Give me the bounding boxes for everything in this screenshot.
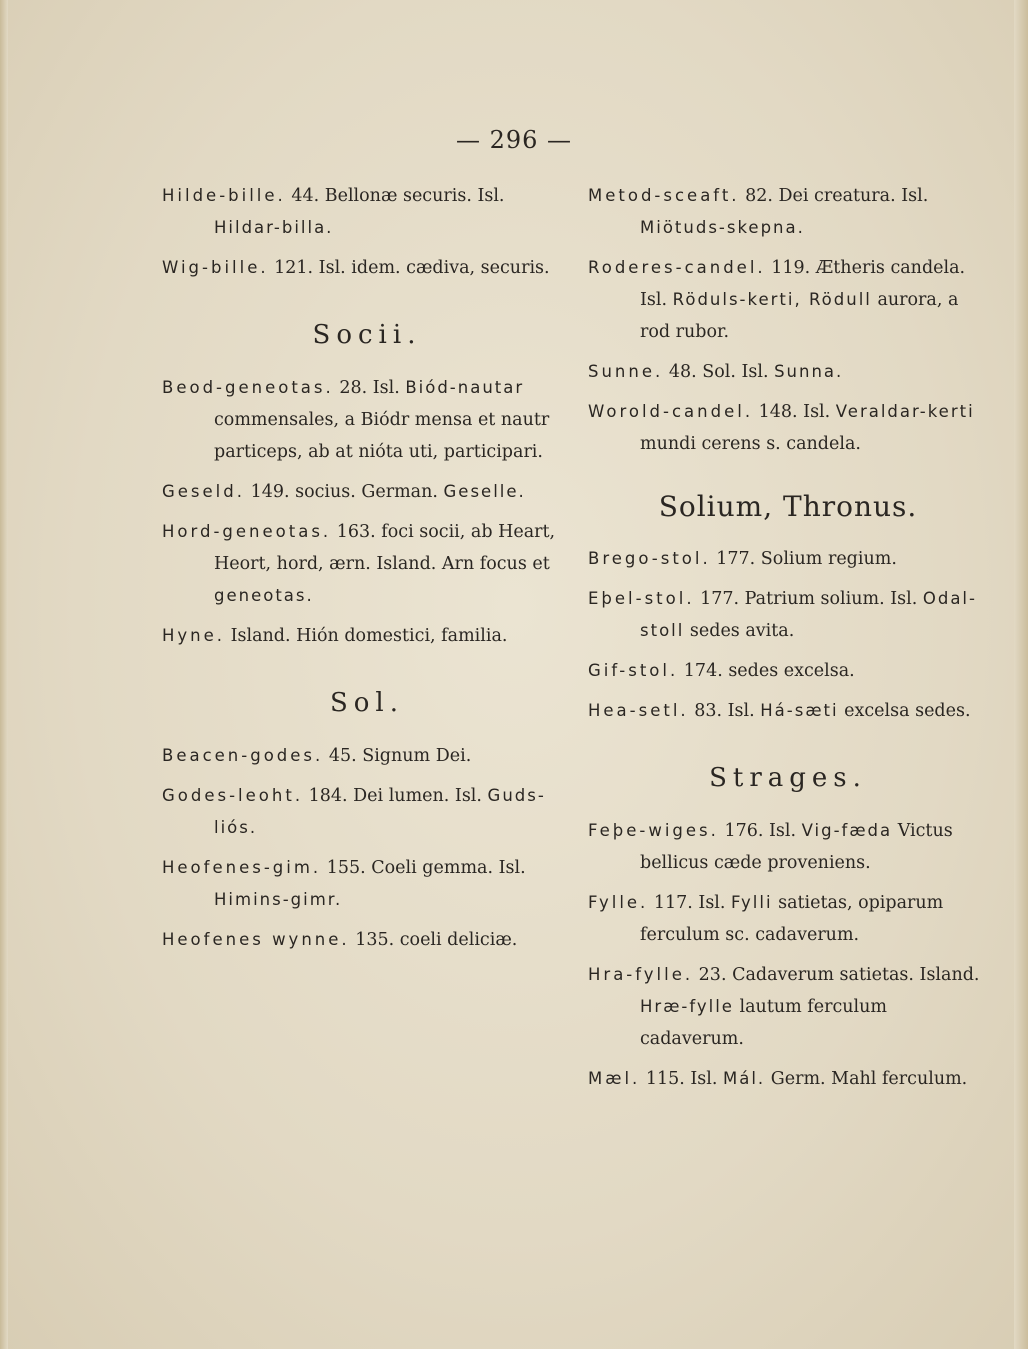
entry-text: 48. Sol. Isl.: [663, 362, 775, 382]
icelandic-term: Himins-gimr.: [214, 890, 343, 909]
right-column: [588, 180, 988, 1103]
icelandic-term: Há-sæti: [760, 701, 839, 720]
headword: Worold-candel.: [588, 402, 754, 421]
entry: [162, 780, 572, 844]
headword: Godes-leoht.: [162, 786, 304, 805]
entry: [162, 620, 572, 652]
icelandic-term: Miötuds-skepna.: [640, 218, 805, 237]
entry-text: 119. Ætheris candela. Isl.: [640, 258, 966, 310]
headword: Hyne.: [162, 626, 226, 645]
entry-text: 135. coeli deliciæ.: [349, 930, 518, 950]
entry: [588, 815, 988, 879]
headword: Sunne.: [588, 362, 664, 381]
page-edge-left: [0, 0, 8, 1349]
page-number: — 296 —: [455, 126, 573, 154]
headword: Feþe-wiges.: [588, 821, 719, 840]
entry: [162, 180, 572, 244]
icelandic-term: Mál.: [723, 1069, 766, 1088]
entry: [162, 740, 572, 772]
entry-text: 148. Isl.: [753, 402, 836, 422]
entry: [162, 924, 572, 956]
entry-text: 176. Isl.: [718, 821, 802, 841]
entry-text: 115. Isl.: [640, 1069, 723, 1089]
icelandic-term: Sunna.: [774, 362, 844, 381]
entry: [162, 852, 572, 916]
entry: [588, 396, 988, 460]
entry-text: commensales, a Biódr mensa et nautr particeps, ab at nióta uti, participari.: [214, 410, 550, 462]
icelandic-term: geneotas.: [214, 586, 314, 605]
entry-text: 121. Isl. idem. cædiva, securis.: [268, 258, 550, 278]
entry: [588, 655, 988, 687]
section-heading-socii: Socii.: [312, 320, 422, 350]
entry-text: Victus bellicus cæde proveniens.: [640, 821, 953, 873]
section-heading-strages: Strages.: [709, 763, 867, 793]
entry: [162, 476, 572, 508]
headword: Fylle.: [588, 893, 649, 912]
entry: [588, 887, 988, 951]
entry-text: 82. Dei creatura. Isl.: [739, 186, 929, 206]
headword: Heofenes wynne.: [162, 930, 350, 949]
entry: [588, 959, 988, 1055]
headword: Hilde-bille.: [162, 186, 286, 205]
entry-text: 184. Dei lumen. Isl.: [303, 786, 488, 806]
entry-text: 117. Isl.: [648, 893, 732, 913]
entry: [588, 180, 988, 244]
page-edge-right: [1014, 0, 1028, 1349]
entry: [588, 356, 988, 388]
left-column: [162, 180, 572, 964]
entry-text: 45. Signum Dei.: [323, 746, 472, 766]
icelandic-term: Biód-nautar: [405, 378, 525, 397]
headword: Metod-sceaft.: [588, 186, 740, 205]
entry-text: 155. Coeli gemma. Isl.: [321, 858, 526, 878]
entry-text: sedes avita.: [684, 621, 795, 641]
icelandic-term: Veraldar-kerti: [835, 402, 975, 421]
headword: Gif-stol.: [588, 661, 679, 680]
icelandic-term: Hildar-billa.: [214, 218, 334, 237]
entry-text: 83. Isl.: [688, 701, 761, 721]
entry-text: 23. Cadaverum satietas. Island.: [693, 965, 980, 985]
entry-text: 28. Isl.: [333, 378, 406, 398]
headword: Wig-bille.: [162, 258, 269, 277]
entry-text: 44. Bellonæ securis. Isl.: [285, 186, 505, 206]
entry-text: aurora, a rod rubor.: [640, 290, 959, 342]
entry: [588, 695, 988, 727]
headword: Heofenes-gim.: [162, 858, 322, 877]
entry-text: lautum ferculum cadaverum.: [640, 997, 888, 1049]
headword: Hra-fylle.: [588, 965, 694, 984]
entry-text: Germ. Mahl ferculum.: [765, 1069, 968, 1089]
icelandic-term: Odal-stoll: [640, 589, 977, 640]
icelandic-term: Fylli: [731, 893, 773, 912]
entry-text: 174. sedes excelsa.: [678, 661, 855, 681]
icelandic-term: Vig-fæda: [801, 821, 893, 840]
icelandic-term: Geselle.: [443, 482, 526, 501]
entry: [588, 1063, 988, 1095]
headword: Eþel-stol.: [588, 589, 695, 608]
entry: [162, 372, 572, 468]
entry: [162, 516, 572, 612]
headword: Brego-stol.: [588, 549, 711, 568]
entry-text: 177. Patrium solium. Isl.: [694, 589, 923, 609]
headword: Roderes-candel.: [588, 258, 766, 277]
headword: Mæl.: [588, 1069, 641, 1088]
entry-text: Island. Hión domestici, familia.: [225, 626, 508, 646]
entry-text: 163. foci socii, ab Heart, Heort, hord, ærn. Island. Arn focus et: [214, 522, 556, 574]
headword: Beod-geneotas.: [162, 378, 334, 397]
headword: Hea-setl.: [588, 701, 689, 720]
section-heading-sol: Sol.: [329, 688, 405, 718]
entry-text: 149. socius. German.: [245, 482, 444, 502]
icelandic-term: Guds-liós.: [214, 786, 546, 837]
entry: [588, 543, 988, 575]
icelandic-term: Hræ-fylle: [640, 997, 734, 1016]
entry-text: 177. Solium regium.: [710, 549, 897, 569]
section-heading-solium: Solium, Thronus.: [658, 490, 918, 523]
entry: [162, 252, 572, 284]
icelandic-term: Röduls-kerti, Rödull: [672, 290, 872, 309]
entry: [588, 583, 988, 647]
entry-text: excelsa sedes.: [838, 701, 971, 721]
headword: Hord-geneotas.: [162, 522, 332, 541]
entry: [588, 252, 988, 348]
headword: Geseld.: [162, 482, 245, 501]
entry-text: mundi cerens s. candela.: [640, 434, 861, 454]
headword: Beacen-godes.: [162, 746, 324, 765]
entry-text: satietas, opiparum ferculum sc. cadaverum.: [640, 893, 944, 945]
